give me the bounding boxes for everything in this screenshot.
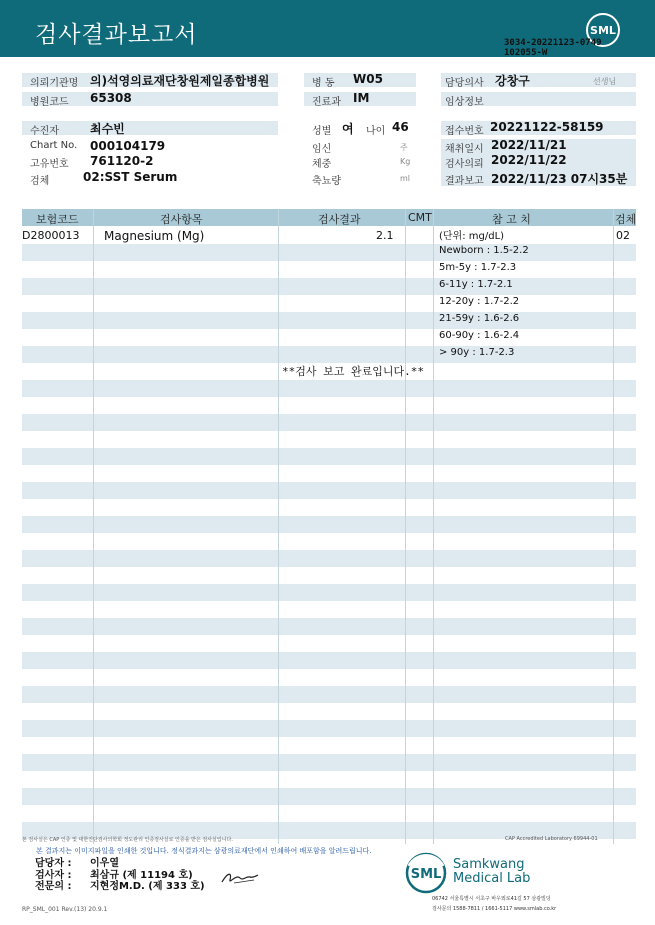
table-stripe [22,346,636,363]
row-insurance-code: D2800013 [22,229,80,242]
report-title: 검사결과보고서 [35,22,198,48]
column-divider [93,209,94,844]
signature-icon [220,868,260,886]
header-cmt: CMT [408,211,432,224]
patient-name-bar [22,121,278,135]
accession-value: 20221122-58159 [490,120,604,134]
table-stripe [22,516,636,533]
doctor-label: 담당의사 [445,78,484,89]
header-test-item: 검사항목 [160,213,203,226]
table-stripe [22,448,636,465]
specimen-label: 검체 [30,176,50,187]
patient-name-value: 최수빈 [90,122,125,136]
column-divider [433,209,434,844]
header-reference: 참 고 치 [492,213,531,226]
table-stripe [22,754,636,771]
clinical-label: 임상정보 [445,97,484,108]
row-result: 2.1 [376,229,394,242]
ward-label: 병 동 [312,78,335,89]
company-name-line1: Samkwang [453,857,525,872]
company-address: 06742 서울특별시 서초구 바우뫼로41길 57 삼광빌딩 [432,896,551,902]
tester-name: 최삼규 (제 11194 호) [90,870,193,881]
logo-text: SML [590,24,616,37]
document-id [504,38,602,58]
age-value: 46 [392,120,409,134]
id-no-value: 761120-2 [90,154,154,168]
doctor-value: 강창구 [495,74,530,88]
row-test-item: Magnesium (Mg) [104,229,205,243]
id-no-label: 고유번호 [30,159,69,170]
collect-label: 채취일시 [445,144,484,155]
table-stripe [22,278,636,295]
reference-line: Newborn : 1.5-2.2 [439,245,529,256]
reference-line: 5m-5y : 1.7-2.3 [439,262,517,273]
chart-no-label: Chart No. [30,140,78,151]
request-label: 검사의뢰 [445,159,484,170]
document-id-line1: 3034-20221123-0749 [504,38,602,48]
urine-label: 축뇨량 [312,176,341,187]
company-name [453,858,530,886]
dept-label: 진료과 [312,97,341,108]
collect-value: 2022/11/21 [491,138,567,152]
reference-line: 6-11y : 1.7-2.1 [439,279,513,290]
header-insurance-code: 보험코드 [36,213,79,226]
pregnancy-unit: 주 [400,143,408,152]
table-stripe [22,244,636,261]
manager-label: 담당자 : [35,858,72,869]
dept-value: IM [353,91,370,105]
table-stripe [22,482,636,499]
certification-fineprint: 본 검사실은 CAP 인증 및 대한진단검사의학회 정도관리 인증검사실로 인증을 받은 검사실입니다. [22,837,233,843]
ward-value: W05 [353,72,383,86]
report-complete-note: **검사 보고 완료입니다.** [282,365,424,378]
age-label: 나이 [366,126,386,137]
weight-unit: Kg [400,157,411,166]
chart-no-value: 000104179 [90,139,166,153]
manager-name: 이우열 [90,858,119,869]
cap-accreditation: CAP Accredited Laboratory 69944-01 [505,836,598,842]
table-stripe [22,686,636,703]
print-notice: 본 결과지는 이미지파일을 인쇄한 것입니다. 정식결과지는 삼광의료재단에서 인쇄하여 배포함을 알려드립니다. [36,847,372,855]
tester-label: 검사자 : [35,870,72,881]
hospital-code-value: 65308 [90,91,132,105]
reference-line: (단위: mg/dL) [439,231,505,242]
specialist-name: 지현정M.D. (제 333 호) [90,881,205,892]
table-stripe [22,720,636,737]
reference-line: 12-20y : 1.7-2.2 [439,296,520,307]
pregnancy-label: 임신 [312,144,332,155]
document-id-line2: 102055-W [504,48,548,58]
company-name-line2: Medical Lab [453,871,531,886]
row-specimen: 02 [616,229,630,242]
header-specimen: 검체 [615,213,637,226]
request-value: 2022/11/22 [491,153,567,167]
reference-line: 60-90y : 1.6-2.4 [439,330,520,341]
table-stripe [22,380,636,397]
header-result: 검사결과 [318,213,361,226]
report-label: 결과보고 [445,176,484,187]
column-divider [405,209,406,844]
reference-line: > 90y : 1.7-2.3 [439,347,515,358]
urine-unit: ml [400,174,411,183]
weight-label: 체중 [312,159,332,170]
form-id: RP_SML_001 Rev.(13) 20.9.1 [22,906,108,913]
table-stripe [22,312,636,329]
institution-value: 의)석영의료재단창원제일종합병원 [90,74,270,88]
column-divider [613,209,614,844]
sml-footer-logo-icon [405,852,447,894]
reference-line: 21-59y : 1.6-2.6 [439,313,520,324]
specimen-value: 02:SST Serum [83,170,178,184]
patient-name-label: 수진자 [30,126,59,137]
footer-logo-text: SML [410,867,442,882]
sex-value: 여 [342,122,354,136]
doctor-suffix: 선생님 [593,77,617,86]
hospital-code-label: 병원코드 [30,97,69,108]
specialist-label: 전문의 : [35,881,72,892]
table-stripe [22,788,636,805]
institution-label: 의뢰기관명 [30,78,79,89]
column-divider [278,209,279,844]
report-value: 2022/11/23 07시35분 [491,172,628,186]
sex-label: 성별 [312,126,332,137]
table-stripe [22,652,636,669]
table-stripe [22,584,636,601]
accession-label: 접수번호 [445,126,484,137]
company-phone: 검사문의 1588-7811 / 1661-5117 www.smlab.co.kr [432,906,557,912]
table-stripe [22,618,636,635]
table-stripe [22,550,636,567]
table-stripe [22,414,636,431]
